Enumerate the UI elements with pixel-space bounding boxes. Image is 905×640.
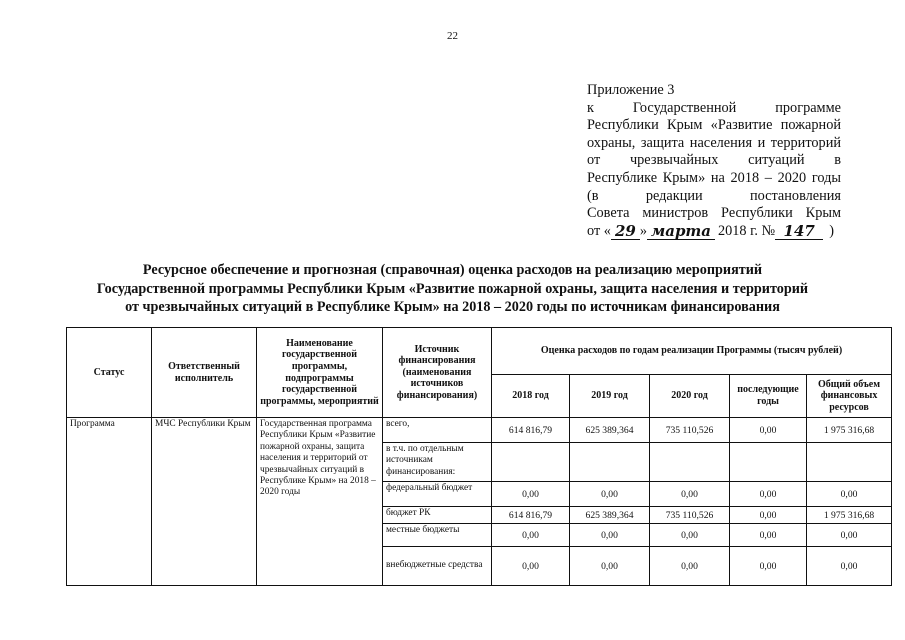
header-2020: 2020 год xyxy=(650,375,730,418)
cell-2018: 614 816,79 xyxy=(492,418,570,443)
date-day-handwritten: 29 xyxy=(611,224,640,240)
cell-2020: 0,00 xyxy=(650,547,730,586)
appendix-line: Республики Крым «Развитие пожарной xyxy=(587,117,841,134)
cell-2018: 0,00 xyxy=(492,547,570,586)
cell-total: 0,00 xyxy=(807,547,892,586)
cell-source: всего, xyxy=(383,418,492,443)
cell-following: 0,00 xyxy=(730,482,807,507)
cell-source: федеральный бюджет xyxy=(383,482,492,507)
header-2018: 2018 год xyxy=(492,375,570,418)
appendix-block xyxy=(587,82,841,240)
appendix-line: от чрезвычайных ситуаций в xyxy=(587,152,841,169)
cell-total: 1 975 316,68 xyxy=(807,507,892,524)
cell-2019: 0,00 xyxy=(570,547,650,586)
cell-following: 0,00 xyxy=(730,524,807,547)
header-total: Общий объем финансовых ресурсов xyxy=(807,375,892,418)
funding-table xyxy=(66,327,892,586)
cell-total xyxy=(807,443,892,482)
cell-2019: 625 389,364 xyxy=(570,418,650,443)
cell-2019: 0,00 xyxy=(570,524,650,547)
cell-program-name: Государственная программа Республики Крым «Развитие пожарной охраны, защита населения и территорий от чрезвычайных ситуаций в Республике Крым» на 2018 – 2020 годы xyxy=(257,418,383,586)
appendix-line: (в редакции постановления xyxy=(587,187,841,204)
appendix-date-line xyxy=(587,223,841,241)
cell-2020 xyxy=(650,443,730,482)
cell-following xyxy=(730,443,807,482)
cell-2020: 0,00 xyxy=(650,482,730,507)
title-line: от чрезвычайных ситуаций в Республике Крым» на 2018 – 2020 годы по источникам финансирования xyxy=(125,299,780,316)
cell-source: внебюджетные средства xyxy=(383,547,492,586)
header-program-name: Наименование государственной программы, подпрограммы государственной программы, мероприятий xyxy=(257,328,383,418)
cell-total: 1 975 316,68 xyxy=(807,418,892,443)
header-source: Источник финансирования (наименования источников финансирования) xyxy=(383,328,492,418)
cell-2019 xyxy=(570,443,650,482)
date-number-handwritten: 147 xyxy=(775,224,823,240)
cell-2018: 0,00 xyxy=(492,524,570,547)
document-title xyxy=(40,261,865,317)
appendix-line: Совета министров Республики Крым xyxy=(587,205,841,222)
cell-executor: МЧС Республики Крым xyxy=(152,418,257,586)
cell-following: 0,00 xyxy=(730,418,807,443)
appendix-line: охраны, защита населения и территорий xyxy=(587,134,841,151)
page-number: 22 xyxy=(447,30,458,42)
cell-status: Программа xyxy=(67,418,152,586)
cell-following: 0,00 xyxy=(730,547,807,586)
cell-2018: 0,00 xyxy=(492,482,570,507)
cell-source: местные бюджеты xyxy=(383,524,492,547)
cell-total: 0,00 xyxy=(807,524,892,547)
appendix-line: Республике Крым» на 2018 – 2020 годы xyxy=(587,169,841,186)
appendix-line: к Государственной программе xyxy=(587,99,841,116)
date-mid: » xyxy=(639,222,647,239)
header-2019: 2019 год xyxy=(570,375,650,418)
cell-following: 0,00 xyxy=(730,507,807,524)
title-line: Ресурсное обеспечение и прогнозная (справочная) оценка расходов на реализацию мероприятий xyxy=(142,262,763,278)
header-status: Статус xyxy=(67,328,152,418)
cell-2019: 0,00 xyxy=(570,482,650,507)
cell-2020: 0,00 xyxy=(650,524,730,547)
header-row xyxy=(67,328,892,375)
cell-source: в т.ч. по отдельным источникам финансирования: xyxy=(383,443,492,482)
header-executor: Ответственный исполнитель xyxy=(152,328,257,418)
date-suffix: ) xyxy=(829,222,834,239)
date-prefix: от « xyxy=(587,222,611,239)
header-estimate: Оценка расходов по годам реализации Программы (тысяч рублей) xyxy=(492,328,892,375)
cell-2018 xyxy=(492,443,570,482)
cell-total: 0,00 xyxy=(807,482,892,507)
table-row xyxy=(67,418,892,443)
title-line: Государственной программы Республики Крым «Развитие пожарной охраны, защита населения и территорий xyxy=(96,280,809,297)
cell-2019: 625 389,364 xyxy=(570,507,650,524)
date-year: 2018 г. № xyxy=(717,222,776,239)
cell-2020: 735 110,526 xyxy=(650,507,730,524)
header-following: последующие годы xyxy=(730,375,807,418)
cell-source: бюджет РК xyxy=(383,507,492,524)
date-month-handwritten: марта xyxy=(647,224,715,240)
cell-2018: 614 816,79 xyxy=(492,507,570,524)
cell-2020: 735 110,526 xyxy=(650,418,730,443)
appendix-line: Приложение 3 xyxy=(587,82,675,98)
